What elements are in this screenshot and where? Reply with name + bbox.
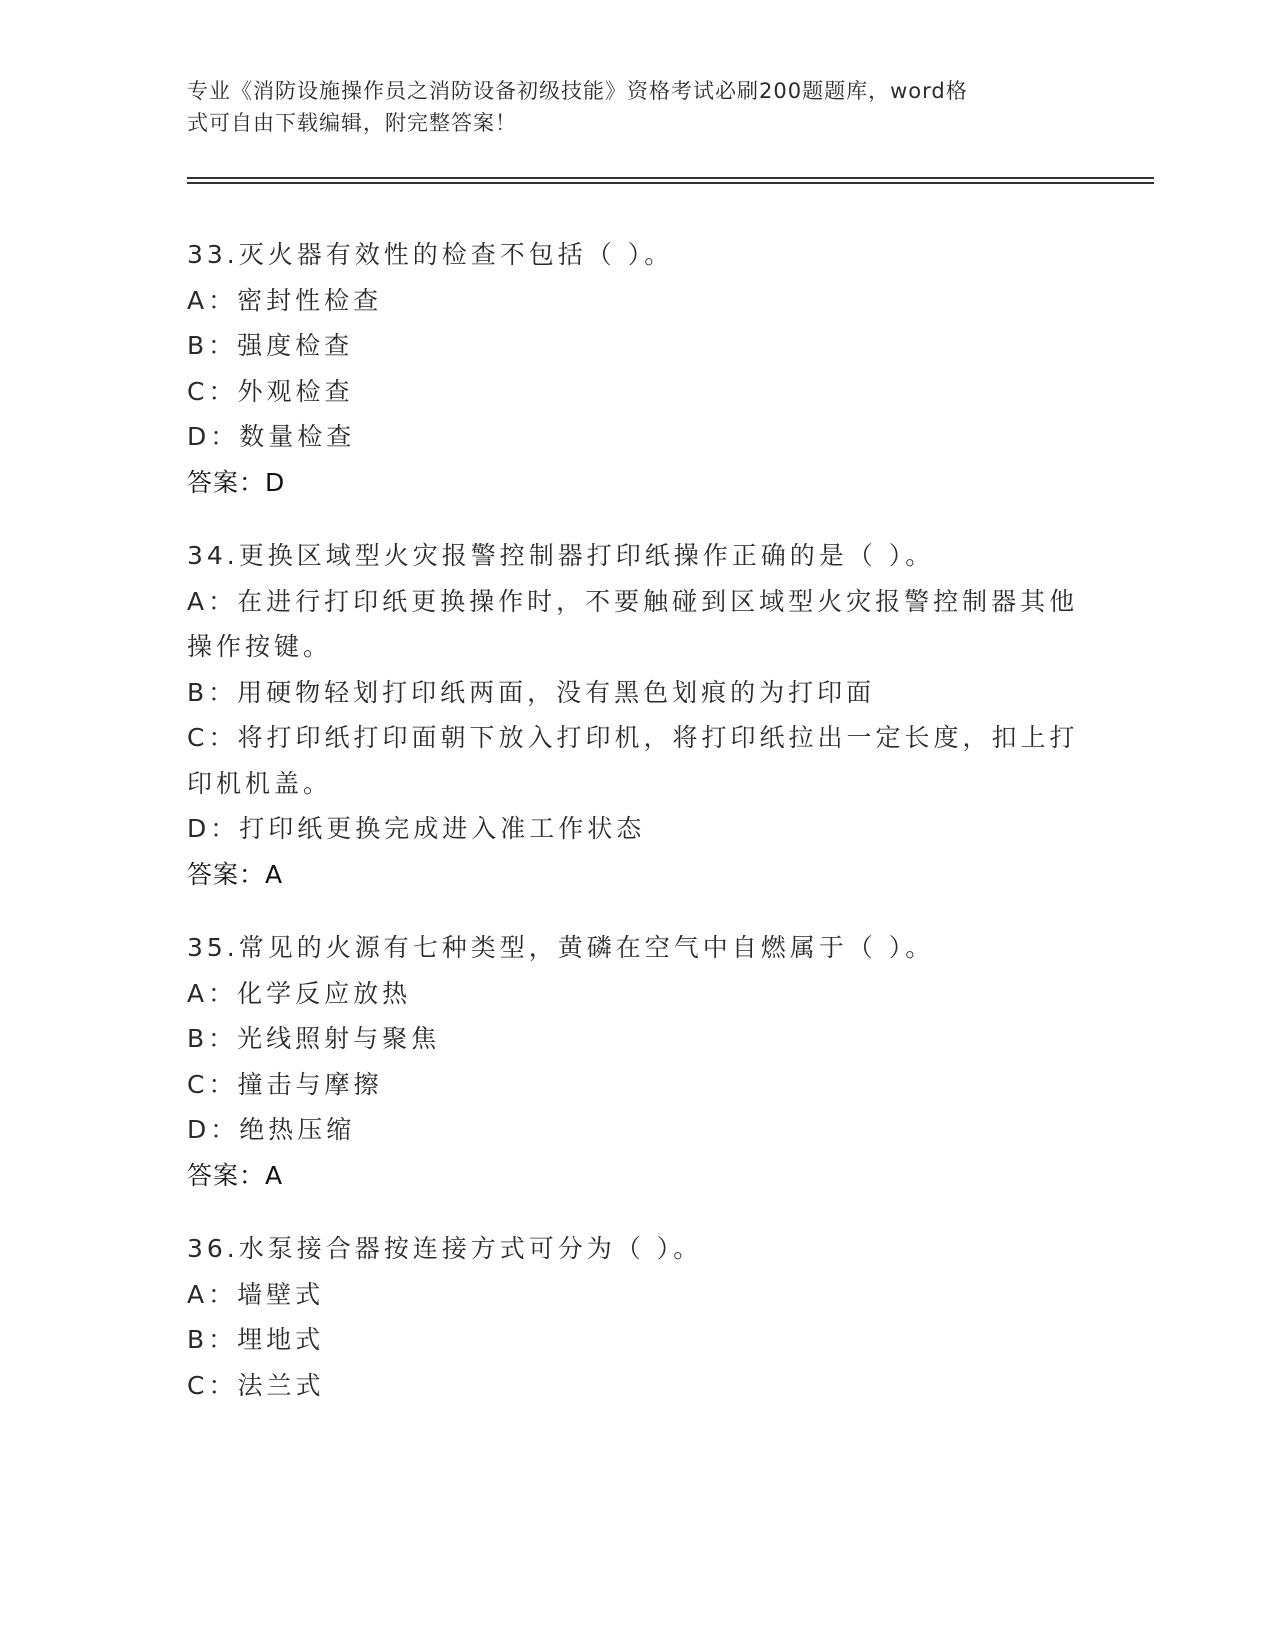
option-a: A：化学反应放热 — [187, 978, 412, 1008]
option-c: C：撞击与摩擦 — [187, 1069, 383, 1099]
question-list — [187, 232, 1087, 1436]
header-line-1: 专业《消防设施操作员之消防设备初级技能》资格考试必刷200题题库，word格 — [187, 79, 968, 103]
question-34 — [187, 533, 1087, 897]
option-b: B：强度检查 — [187, 331, 354, 360]
question-35 — [187, 925, 1087, 1198]
question-stem: 35.常见的火源有七种类型，黄磷在空气中自燃属于（ ）。 — [187, 933, 935, 962]
rule-bottom — [187, 182, 1154, 184]
option-a: A：墙壁式 — [187, 1279, 325, 1309]
option-d: D：打印纸更换完成进入准工作状态 — [187, 814, 646, 843]
option-a: A：密封性检查 — [187, 285, 383, 315]
option-d: D：数量检查 — [187, 422, 356, 451]
header-double-rule — [187, 177, 1154, 184]
option-c: C：外观检查 — [187, 376, 354, 406]
answer-line: 答案：A — [187, 859, 284, 889]
question-36 — [187, 1226, 1087, 1408]
document-header — [187, 75, 1087, 139]
question-stem: 33.灭火器有效性的检查不包括（ ）。 — [187, 240, 674, 269]
option-a: A：在进行打印纸更换操作时，不要触碰到区域型火灾报警控制器其他 — [187, 586, 1079, 616]
option-b: B：光线照射与聚焦 — [187, 1024, 441, 1053]
answer-line: 答案：A — [187, 1160, 284, 1190]
header-line-2: 式可自由下载编辑，附完整答案！ — [187, 111, 517, 135]
option-d: D：绝热压缩 — [187, 1115, 356, 1144]
answer-line: 答案：D — [187, 467, 286, 497]
question-stem: 34.更换区域型火灾报警控制器打印纸操作正确的是（ ）。 — [187, 541, 935, 570]
option-b: B：用硬物轻划打印纸两面，没有黑色划痕的为打印面 — [187, 677, 876, 707]
question-33 — [187, 232, 1087, 505]
question-stem: 36.水泵接合器按连接方式可分为（ ）。 — [187, 1234, 703, 1263]
option-c: C：法兰式 — [187, 1370, 325, 1400]
option-c: C：将打印纸打印面朝下放入打印机，将打印纸拉出一定长度，扣上打 — [187, 723, 1079, 752]
option-b: B：埋地式 — [187, 1325, 325, 1354]
rule-top — [187, 177, 1154, 179]
option-a-continued: 操作按键。 — [187, 632, 333, 661]
option-c-continued: 印机机盖。 — [187, 768, 333, 798]
